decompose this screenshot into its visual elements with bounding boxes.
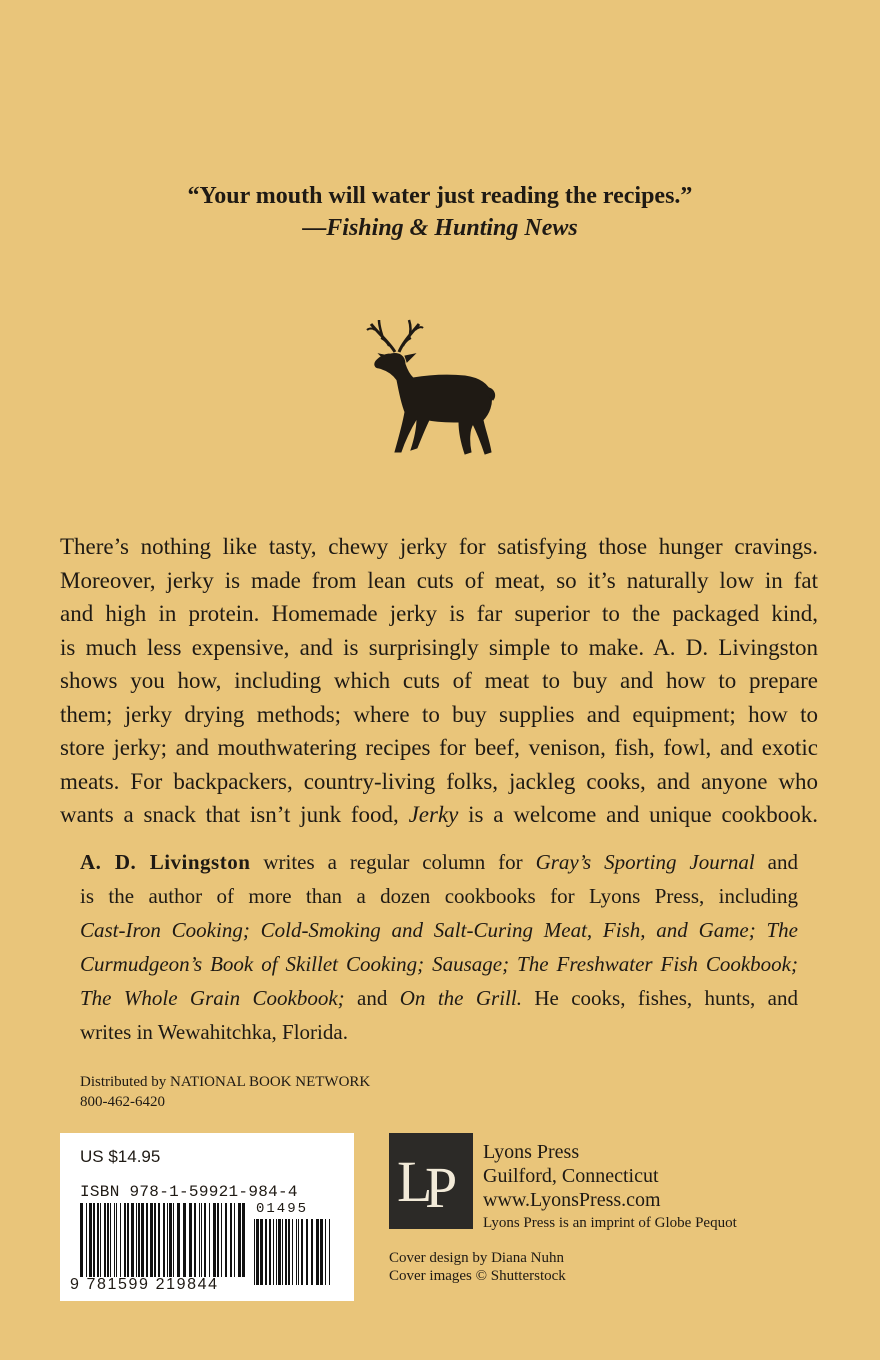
distribution-info	[80, 1072, 370, 1112]
barcode-bar	[150, 1203, 153, 1277]
blurb-line: is much less expensive, and is surprisingly simple to make. A. D. Livingston	[60, 634, 818, 660]
barcode-bar	[80, 1203, 83, 1277]
barcode-bar	[136, 1203, 137, 1277]
barcode-bar	[204, 1203, 206, 1277]
journal-title: Gray’s Sporting Journal	[535, 850, 755, 874]
barcode-bar	[292, 1219, 293, 1285]
barcode-bar	[230, 1203, 232, 1277]
barcode-bar	[127, 1203, 129, 1277]
barcode-bar	[320, 1219, 323, 1285]
barcode-bar	[213, 1203, 216, 1277]
lyons-press-logo	[389, 1133, 473, 1229]
barcode-bar	[146, 1203, 148, 1277]
barcode-bar	[254, 1219, 255, 1285]
barcode-bar	[107, 1203, 109, 1277]
barcode-bar	[285, 1219, 287, 1285]
blurb-line: shows you how, including which cuts of meat to buy and how to prepare	[60, 668, 818, 693]
barcode-bar	[265, 1219, 267, 1285]
bio-line	[80, 947, 798, 981]
review-quote	[0, 180, 880, 244]
barcode-bar	[301, 1219, 303, 1285]
barcode-bar	[116, 1203, 117, 1277]
bio-line	[80, 845, 798, 879]
barcode-bar	[296, 1219, 297, 1285]
price-label: US $14.95	[80, 1147, 161, 1166]
barcode-bar	[288, 1219, 290, 1285]
barcode-bar	[93, 1203, 95, 1277]
barcode-bar	[124, 1203, 126, 1277]
bio-line: writes in Wewahitchka, Florida.	[80, 1020, 348, 1044]
publisher-location: Guilford, Connecticut	[483, 1165, 659, 1187]
cover-images-credit: Cover images © Shutterstock	[389, 1268, 566, 1284]
barcode-bar	[325, 1219, 326, 1285]
barcode-bar	[221, 1203, 222, 1277]
book-titles: Curmudgeon’s Book of Skillet Cooking; Sausage; The Freshwater Fish Cookbook;	[80, 952, 798, 976]
author-bio	[80, 845, 798, 1049]
blurb-line: meats. For backpackers, country-living folks, jackleg cooks, and anyone who	[60, 768, 818, 794]
barcode-bar	[225, 1203, 227, 1277]
bio-line	[80, 981, 798, 1015]
barcode-bar	[238, 1203, 241, 1277]
barcode-bar	[138, 1203, 140, 1277]
barcode-bar	[282, 1219, 283, 1285]
lp-logo-icon	[389, 1133, 473, 1229]
blurb-line: There’s nothing like tasty, chewy jerky for satisfying those hunger cravings.	[60, 534, 818, 559]
barcode-bar	[110, 1203, 111, 1277]
barcode-bar	[89, 1203, 92, 1277]
barcode-bar	[201, 1203, 202, 1277]
bio-line: is the author of more than a dozen cookbooks for Lyons Press, including	[80, 884, 798, 908]
barcode-bar	[120, 1203, 121, 1277]
quote-dash: —	[302, 215, 327, 241]
blurb-line: store jerky; and mouthwatering recipes for beef, venison, fish, fowl, and exotic	[60, 735, 818, 760]
book-titles: Cast-Iron Cooking; Cold-Smoking and Salt-Curing Meat, Fish, and Game; The	[80, 918, 798, 942]
bio-text: writes a regular column for	[250, 850, 536, 874]
quote-text: “Your mouth will water just reading the recipes.”	[187, 183, 693, 209]
cover-credits	[389, 1249, 566, 1285]
logo-p: P	[425, 1155, 458, 1220]
book-title: On the Grill.	[399, 986, 522, 1010]
blurb-text: wants a snack that isn’t junk food,	[60, 802, 409, 827]
barcode-bar	[141, 1203, 144, 1277]
barcode-box	[60, 1133, 354, 1301]
distributor-line: Distributed by NATIONAL BOOK NETWORK	[80, 1074, 371, 1090]
barcode-bar	[177, 1203, 180, 1277]
addon-barcode	[254, 1219, 334, 1285]
book-title: Jerky	[408, 802, 459, 827]
bio-text: He cooks, fishes, hunts, and	[521, 986, 798, 1010]
barcode-bar	[169, 1203, 172, 1277]
barcode-bar	[242, 1203, 245, 1277]
barcode-bar	[194, 1203, 196, 1277]
barcode-bar	[131, 1203, 134, 1277]
barcode-bar	[316, 1219, 319, 1285]
blurb-line	[60, 798, 818, 832]
barcode-bar	[217, 1203, 219, 1277]
barcode-bar	[114, 1203, 115, 1277]
barcode-bar	[199, 1203, 200, 1277]
blurb-line: Moreover, jerky is made from lean cuts of meat, so it’s naturally low in fat	[60, 567, 818, 593]
bio-line	[80, 913, 798, 947]
barcode-bar	[173, 1203, 174, 1277]
blurb-line: them; jerky drying methods; where to buy supplies and equipment; how to	[60, 701, 818, 727]
barcode-bar	[298, 1219, 299, 1285]
bio-text: and	[344, 986, 400, 1010]
barcode-bar	[278, 1219, 281, 1285]
logo-l: L	[397, 1149, 433, 1214]
ean-barcode	[80, 1203, 248, 1285]
blurb-line: and high in protein. Homemade jerky is far superior to the packaged kind,	[60, 601, 818, 626]
quote-source-name: Fishing & Hunting News	[326, 215, 578, 241]
barcode-bar	[183, 1203, 186, 1277]
barcode-bar	[269, 1219, 271, 1285]
barcode-bar	[97, 1203, 99, 1277]
book-title: The Whole Grain Cookbook;	[80, 986, 345, 1010]
barcode-bar	[311, 1219, 313, 1285]
bio-text: and	[754, 850, 798, 874]
deer-silhouette-icon	[365, 318, 497, 458]
publisher-website: www.LyonsPress.com	[483, 1189, 661, 1211]
ean-digits: 9 781599 219844	[70, 1276, 219, 1293]
publisher-info	[483, 1140, 661, 1212]
barcode-bar	[158, 1203, 160, 1277]
barcode-bar	[209, 1203, 210, 1277]
barcode-bar	[234, 1203, 235, 1277]
barcode-bar	[100, 1203, 101, 1277]
imprint-note: Lyons Press is an imprint of Globe Pequot	[483, 1215, 737, 1231]
barcode-bar	[306, 1219, 308, 1285]
author-name: A. D. Livingston	[80, 850, 251, 874]
cover-design-credit: Cover design by Diana Nuhn	[389, 1250, 564, 1266]
addon-digits: 01495	[256, 1201, 309, 1217]
barcode-bar	[256, 1219, 259, 1285]
barcode-bar	[273, 1219, 274, 1285]
barcode-bar	[329, 1219, 330, 1285]
quote-source	[0, 212, 880, 244]
barcode-bar	[260, 1219, 263, 1285]
publisher-name: Lyons Press	[483, 1141, 580, 1163]
barcode-bar	[163, 1203, 165, 1277]
barcode-bar	[189, 1203, 192, 1277]
barcode-bar	[154, 1203, 156, 1277]
barcode-bar	[167, 1203, 168, 1277]
barcode-bar	[276, 1219, 277, 1285]
distributor-phone: 800-462-6420	[80, 1094, 165, 1110]
blurb-text: is a welcome and unique cookbook.	[458, 802, 818, 827]
isbn-label: ISBN 978-1-59921-984-4	[80, 1183, 298, 1201]
description-blurb	[60, 530, 818, 832]
barcode-bar	[104, 1203, 106, 1277]
barcode-bar	[86, 1203, 87, 1277]
